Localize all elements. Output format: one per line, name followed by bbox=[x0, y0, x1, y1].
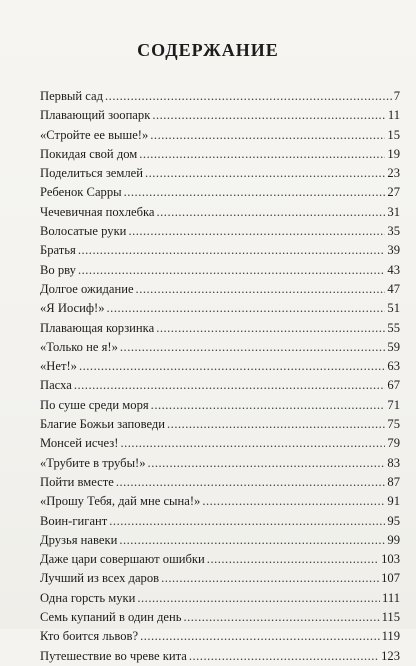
toc-entry-page: 55 bbox=[387, 320, 400, 335]
toc-entry bbox=[40, 164, 400, 183]
toc-leader-dots bbox=[79, 357, 385, 376]
toc-leader-dots bbox=[137, 589, 380, 608]
toc-entry bbox=[40, 222, 400, 241]
toc-entry bbox=[40, 183, 400, 202]
toc-entry-page: 83 bbox=[387, 455, 400, 470]
toc-leader-dots bbox=[152, 106, 386, 125]
toc-entry-title: Лучший из всех даров bbox=[40, 571, 160, 586]
toc-entry-title: Плавающий зоопарк bbox=[40, 108, 151, 123]
toc-leader-dots bbox=[116, 473, 386, 492]
toc-leader-dots bbox=[105, 87, 392, 106]
toc-entry-page: 115 bbox=[381, 610, 400, 625]
table-of-contents bbox=[40, 87, 400, 666]
toc-entry-title: Друзья навеки bbox=[40, 532, 118, 547]
toc-entry-page: 59 bbox=[387, 339, 400, 354]
toc-entry bbox=[40, 608, 400, 627]
toc-entry-title: Братья bbox=[40, 243, 76, 258]
toc-entry-title: «Стройте ее выше!» bbox=[40, 127, 149, 142]
toc-entry-page: 43 bbox=[387, 262, 400, 277]
toc-entry-page: 99 bbox=[387, 532, 400, 547]
toc-entry-title: Волосатые руки bbox=[40, 224, 127, 239]
toc-leader-dots bbox=[161, 569, 379, 588]
toc-leader-dots bbox=[78, 241, 386, 260]
toc-entry-title: Во рву bbox=[40, 262, 76, 277]
toc-entry bbox=[40, 106, 400, 125]
toc-leader-dots bbox=[189, 647, 379, 666]
toc-entry-page: 35 bbox=[387, 224, 400, 239]
toc-entry-page: 95 bbox=[387, 513, 400, 528]
toc-entry-title: «Я Иосиф!» bbox=[40, 301, 105, 316]
toc-entry bbox=[40, 319, 400, 338]
toc-entry bbox=[40, 299, 400, 318]
toc-entry-title: Даже цари совершают ошибки bbox=[40, 552, 205, 567]
toc-entry-page: 51 bbox=[387, 301, 400, 316]
toc-entry-title: Первый сад bbox=[40, 89, 104, 103]
toc-leader-dots bbox=[78, 261, 385, 280]
toc-entry bbox=[40, 126, 400, 145]
toc-entry-title: Монсей исчез! bbox=[40, 436, 119, 451]
toc-entry-title: Долгое ожидание bbox=[40, 281, 134, 296]
toc-entry bbox=[40, 627, 400, 646]
toc-entry bbox=[40, 280, 400, 299]
toc-leader-dots bbox=[136, 280, 386, 299]
toc-leader-dots bbox=[156, 319, 385, 338]
toc-leader-dots bbox=[148, 454, 386, 473]
toc-entry bbox=[40, 241, 400, 260]
toc-entry-page: 111 bbox=[382, 590, 400, 605]
toc-leader-dots bbox=[120, 338, 386, 357]
toc-leader-dots bbox=[167, 415, 385, 434]
toc-entry bbox=[40, 512, 400, 531]
toc-entry bbox=[40, 647, 400, 666]
toc-entry-page: 63 bbox=[387, 359, 400, 374]
toc-entry-title: Поделиться землей bbox=[40, 166, 143, 181]
toc-leader-dots bbox=[120, 434, 385, 453]
toc-entry bbox=[40, 589, 400, 608]
toc-leader-dots bbox=[124, 183, 386, 202]
toc-entry-title: Кто боится львов? bbox=[40, 629, 139, 644]
toc-leader-dots bbox=[140, 627, 380, 646]
toc-entry-title: Чечевичная похлебка bbox=[40, 204, 155, 219]
toc-entry-page: 31 bbox=[387, 204, 400, 219]
toc-entry bbox=[40, 357, 400, 376]
toc-entry-title: Путешествие во чреве кита bbox=[40, 648, 187, 663]
toc-leader-dots bbox=[139, 145, 385, 164]
toc-entry bbox=[40, 550, 400, 569]
toc-leader-dots bbox=[107, 299, 386, 318]
toc-entry-page: 87 bbox=[387, 474, 400, 489]
toc-entry bbox=[40, 569, 400, 588]
toc-entry-title: Благие Божьи заповеди bbox=[40, 417, 166, 432]
toc-leader-dots bbox=[145, 164, 385, 183]
toc-leader-dots bbox=[151, 396, 386, 415]
toc-entry bbox=[40, 203, 400, 222]
toc-entry-title: Семь купаний в один день bbox=[40, 610, 182, 625]
toc-entry-title: По суше среди моря bbox=[40, 397, 149, 412]
toc-leader-dots bbox=[109, 512, 385, 531]
toc-entry bbox=[40, 87, 400, 106]
toc-entry bbox=[40, 492, 400, 511]
toc-entry-title: Ребенок Сарры bbox=[40, 185, 122, 200]
toc-leader-dots bbox=[207, 550, 379, 569]
toc-entry-page: 103 bbox=[381, 552, 400, 567]
toc-entry-page: 91 bbox=[387, 494, 400, 509]
toc-entry-title: Плавающая корзинка bbox=[40, 320, 155, 335]
page-title: СОДЕРЖАНИЕ bbox=[137, 40, 279, 60]
toc-entry-page: 107 bbox=[381, 571, 400, 586]
toc-entry bbox=[40, 145, 400, 164]
toc-entry-title: Пасха bbox=[40, 378, 72, 393]
toc-entry-page: 39 bbox=[387, 243, 400, 258]
toc-entry-title: «Нет!» bbox=[40, 359, 77, 374]
toc-entry bbox=[40, 473, 400, 492]
toc-entry-title: Одна горсть муки bbox=[40, 590, 136, 605]
toc-entry-page: 27 bbox=[387, 185, 400, 200]
toc-entry-page: 7 bbox=[393, 89, 400, 103]
toc-entry bbox=[40, 376, 400, 395]
toc-entry bbox=[40, 338, 400, 357]
toc-entry-page: 47 bbox=[387, 281, 400, 296]
toc-entry-title: «Прошу Тебя, дай мне сына!» bbox=[40, 494, 201, 509]
toc-entry-page: 23 bbox=[387, 166, 400, 181]
toc-entry bbox=[40, 396, 400, 415]
toc-leader-dots bbox=[202, 492, 385, 511]
toc-entry-page: 123 bbox=[381, 648, 400, 663]
toc-entry-title: Пойти вместе bbox=[40, 474, 114, 489]
toc-entry-page: 67 bbox=[387, 378, 400, 393]
toc-entry-title: «Трубите в трубы!» bbox=[40, 455, 146, 470]
toc-entry-title: «Только не я!» bbox=[40, 339, 118, 354]
toc-entry-page: 15 bbox=[387, 127, 400, 142]
toc-entry bbox=[40, 454, 400, 473]
toc-entry bbox=[40, 434, 400, 453]
toc-leader-dots bbox=[128, 222, 385, 241]
toc-entry-page: 71 bbox=[387, 397, 400, 412]
toc-entry-page: 119 bbox=[381, 629, 400, 644]
toc-leader-dots bbox=[150, 126, 385, 145]
toc-entry-page: 11 bbox=[387, 108, 400, 123]
toc-entry bbox=[40, 261, 400, 280]
toc-entry bbox=[40, 415, 400, 434]
toc-leader-dots bbox=[74, 376, 386, 395]
toc-leader-dots bbox=[157, 203, 386, 222]
toc-entry-page: 19 bbox=[387, 146, 400, 161]
toc-entry bbox=[40, 531, 400, 550]
toc-entry-page: 79 bbox=[387, 436, 400, 451]
toc-entry-page: 75 bbox=[387, 417, 400, 432]
toc-entry-title: Покидая свой дом bbox=[40, 146, 138, 161]
toc-entry-title: Воин-гигант bbox=[40, 513, 108, 528]
toc-leader-dots bbox=[119, 531, 385, 550]
toc-leader-dots bbox=[183, 608, 379, 627]
